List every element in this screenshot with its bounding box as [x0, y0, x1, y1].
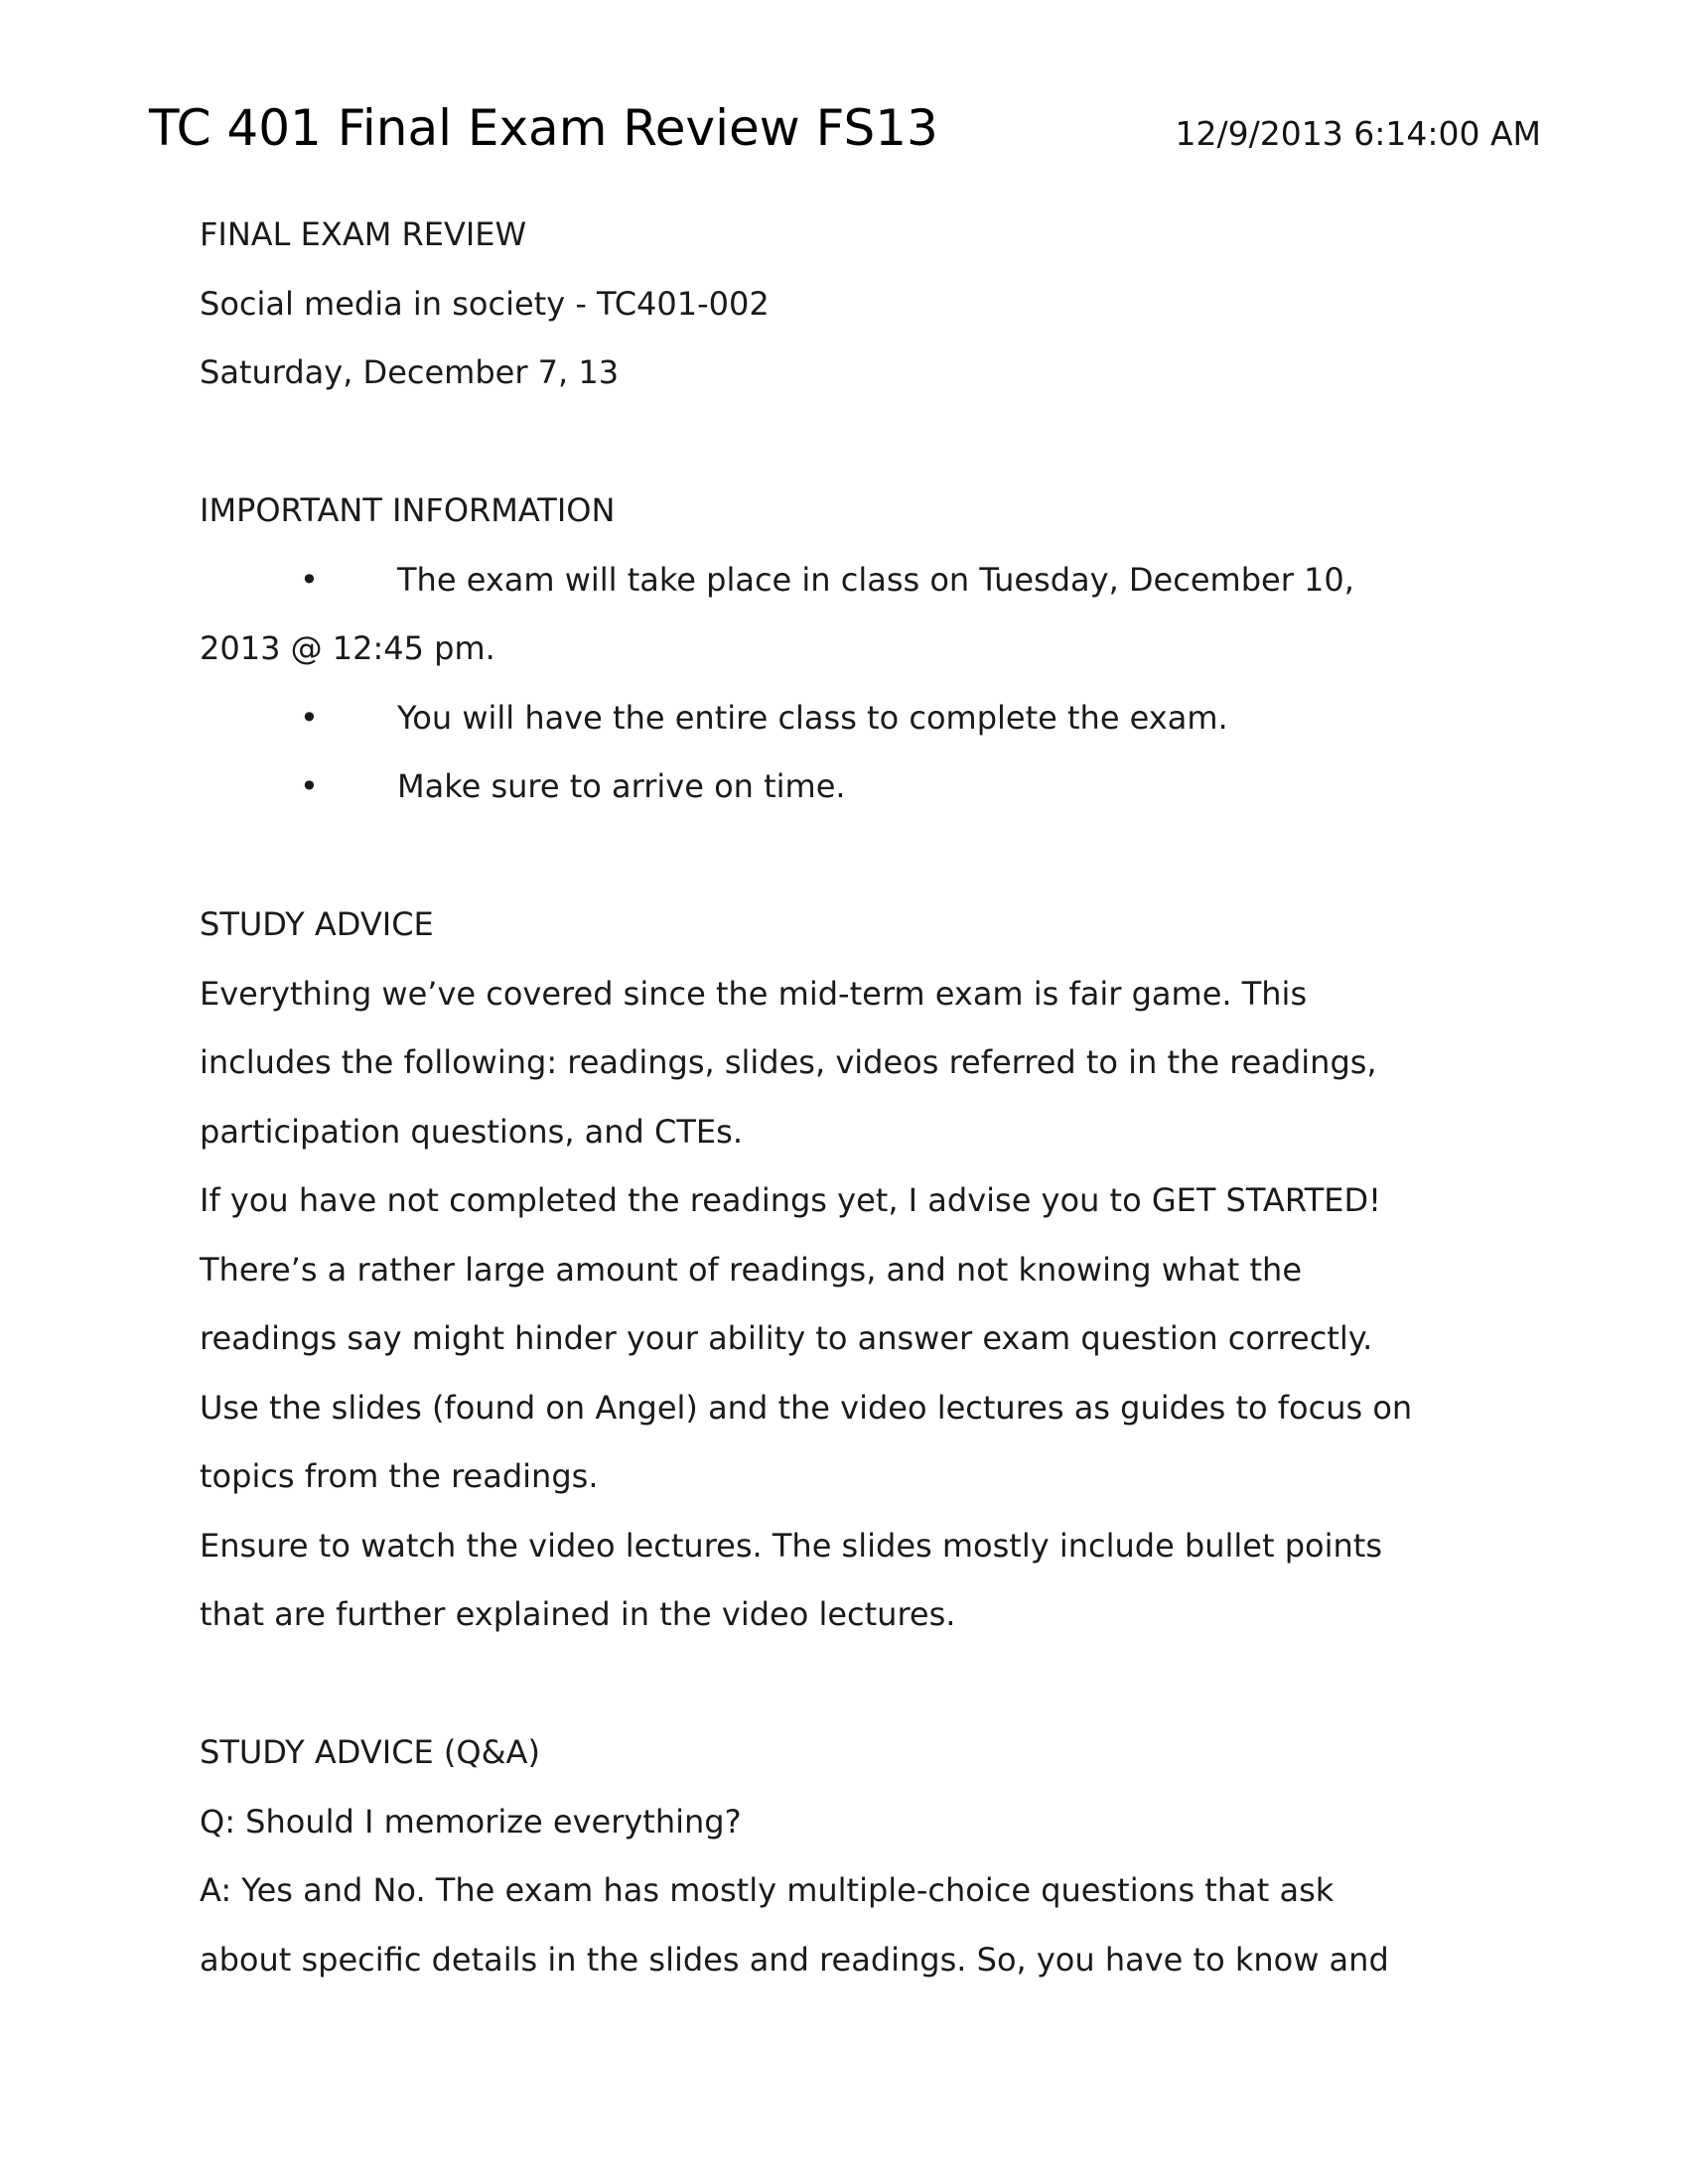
text-line: topics from the readings. [200, 1457, 599, 1495]
bullet-text: The exam will take place in class on Tuesday, December 10, [397, 560, 1354, 599]
section-heading: IMPORTANT INFORMATION [200, 491, 616, 529]
text-line: Ensure to watch the video lectures. The slides mostly include bullet points [200, 1526, 1382, 1565]
text-line: Q: Should I memorize everything? [200, 1802, 742, 1841]
document-title: TC 401 Final Exam Review FS13 [149, 99, 938, 157]
text-line: Saturday, December 7, 13 [200, 353, 620, 391]
bullet-icon: • [300, 767, 319, 805]
blank-line [200, 408, 1539, 478]
text-line: Everything we’ve covered since the mid-term exam is fair game. This [200, 974, 1308, 1013]
text-line: about specific details in the slides and readings. So, you have to know and [200, 1940, 1389, 1979]
text-line: participation questions, and CTEs. [200, 1112, 743, 1151]
text-line: includes the following: readings, slides, videos referred to in the readings, [200, 1043, 1377, 1081]
document-timestamp: 12/9/2013 6:14:00 AM [1175, 114, 1541, 153]
bullet-item [200, 752, 1539, 822]
text-line: Use the slides (found on Angel) and the video lectures as guides to focus on [200, 1388, 1413, 1427]
text-line: A: Yes and No. The exam has mostly multiple-choice questions that ask [200, 1871, 1335, 1909]
text-line: If you have not completed the readings yet, I advise you to GET STARTED! [200, 1181, 1381, 1219]
section-heading: STUDY ADVICE (Q&A) [200, 1733, 540, 1771]
document-body [200, 201, 1539, 1994]
section-heading: FINAL EXAM REVIEW [200, 215, 527, 253]
bullet-text: You will have the entire class to complete the exam. [397, 698, 1228, 737]
document-header [149, 99, 1541, 157]
bullet-item [200, 684, 1539, 753]
text-line: that are further explained in the video lectures. [200, 1595, 956, 1633]
text-line: There’s a rather large amount of readings, and not knowing what the [200, 1250, 1303, 1289]
text-line: readings say might hinder your ability to answer exam question correctly. [200, 1319, 1373, 1357]
text-line: 2013 @ 12:45 pm. [200, 629, 495, 667]
section-heading: STUDY ADVICE [200, 905, 434, 943]
blank-line [200, 822, 1539, 891]
bullet-item [200, 546, 1539, 615]
bullet-icon: • [300, 560, 319, 599]
blank-line [200, 1650, 1539, 1719]
bullet-icon: • [300, 698, 319, 737]
bullet-text: Make sure to arrive on time. [397, 767, 846, 805]
text-line: Social media in society - TC401-002 [200, 284, 770, 323]
